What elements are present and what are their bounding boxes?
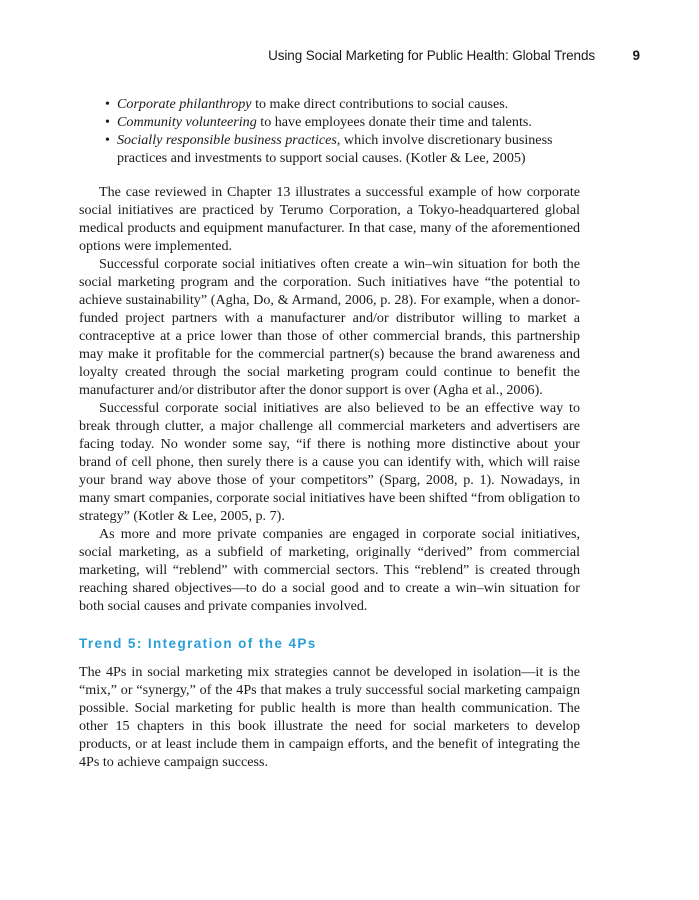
bullet-item	[79, 95, 580, 113]
bullet-text: , which involve discretionary business practices and investments to support social causes. (Kotler & Lee, 2005)	[117, 132, 553, 166]
section-heading: Trend 5: Integration of the 4Ps	[79, 636, 317, 651]
section-paragraph: The 4Ps in social marketing mix strategies cannot be developed in isolation—it is the “mix,” or “synergy,” of the 4Ps that makes a truly successful social marketing campaign possible. Social marketing for public health is more than health communication. The other 15 chapters in this book illustrate the need for social marketers to develop products, or at least include them in campaign efforts, and the benefit of integrating the 4Ps to achieve campaign success.	[79, 664, 580, 770]
running-title: Using Social Marketing for Public Health: Global Trends	[268, 48, 595, 63]
page-body	[79, 95, 580, 771]
bullet-list	[79, 95, 580, 167]
bullet-dot: •	[105, 114, 110, 130]
bullet-term: Community volunteering	[117, 114, 257, 130]
page-number: 9	[632, 48, 640, 63]
bullet-item	[79, 113, 580, 131]
bullet-item	[79, 131, 580, 167]
body-paragraph: Successful corporate social initiatives often create a win–win situation for both the social marketing program and the corporation. Such initiatives have “the potential to achieve sustainability” (Agha, Do, & Armand, 2006, p. 28). For example, when a donor-funded project partners with a manufacturer and/or distributor willing to market a contraceptive at a price lower than those of other commercial brands, this partnership may make it profitable for the commercial partner(s) because the brand awareness and loyalty created through the social marketing program could continue to benefit the manufacturer and/or distributor after the donor support is over (Agha et al., 2006).	[79, 256, 580, 398]
body-paragraph: The case reviewed in Chapter 13 illustrates a successful example of how corporate social initiatives are practiced by Terumo Corporation, a Tokyo-headquartered global medical products and equipment manufacturer. In that case, many of the aforementioned options were implemented.	[79, 184, 580, 254]
body-paragraph: Successful corporate social initiatives are also believed to be an effective way to break through clutter, a major challenge all commercial marketers and advertisers are facing today. No wonder some say, “if there is nothing more distinctive about your brand of cell phone, then surely there is a cause you can identify with, which will raise your brand way above those of your competitors” (Sparg, 2008, p. 1). Nowadays, in many smart companies, corporate social initiatives have been shifted “from obligation to strategy” (Kotler & Lee, 2005, p. 7).	[79, 400, 580, 524]
bullet-term: Socially responsible business practices	[117, 132, 337, 148]
bullet-dot: •	[105, 96, 110, 112]
bullet-dot: •	[105, 132, 110, 148]
bullet-text: to have employees donate their time and talents.	[256, 114, 532, 130]
bullet-text: to make direct contributions to social causes.	[251, 96, 509, 112]
body-paragraph: As more and more private companies are engaged in corporate social initiatives, social marketing, as a subfield of marketing, originally “derived” from commercial marketing, will “reblend” with commercial sectors. This “reblend” is created through reaching shared objectives—to do a social good and to create a win–win situation for both social causes and private companies involved.	[79, 526, 580, 614]
running-head	[0, 48, 699, 68]
bullet-term: Corporate philanthropy	[117, 96, 252, 112]
